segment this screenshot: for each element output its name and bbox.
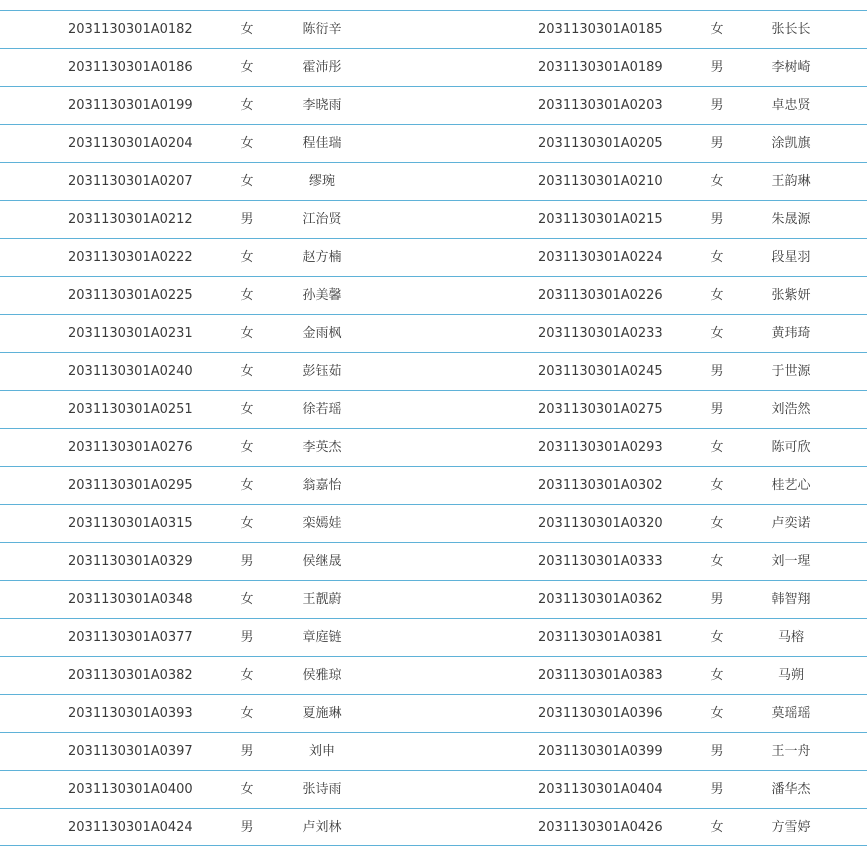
student-id-left: 2031130301A0348 [68,592,193,607]
gender-left: 男 [240,554,254,569]
table-row [0,276,867,314]
student-name-left: 张诗雨 [302,782,342,797]
table-row [0,352,867,390]
gender-left: 女 [240,592,254,607]
gender-right: 男 [710,212,724,227]
gender-right: 男 [710,402,724,417]
table-row [0,732,867,770]
student-name-right: 莫瑶瑶 [771,706,811,721]
student-id-right: 2031130301A0203 [538,98,663,113]
student-name-left: 翁嘉怡 [302,478,342,493]
gender-right: 男 [710,136,724,151]
student-id-left: 2031130301A0182 [68,22,193,37]
gender-left: 女 [240,668,254,683]
student-name-left: 金雨枫 [302,326,342,341]
student-id-right: 2031130301A0245 [538,364,663,379]
student-id-right: 2031130301A0293 [538,440,663,455]
student-name-right: 涂凯旗 [771,136,811,151]
gender-left: 男 [240,212,254,227]
student-name-right: 刘浩然 [771,402,811,417]
student-name-left: 缪琬 [308,174,335,189]
student-name-right: 王一舟 [771,744,811,759]
student-id-left: 2031130301A0400 [68,782,193,797]
student-id-right: 2031130301A0396 [538,706,663,721]
student-id-right: 2031130301A0383 [538,668,663,683]
student-name-left: 赵方楠 [302,250,342,265]
student-name-right: 潘华杰 [771,782,811,797]
gender-right: 女 [710,174,724,189]
student-id-left: 2031130301A0276 [68,440,193,455]
student-id-right: 2031130301A0189 [538,60,663,75]
student-id-left: 2031130301A0295 [68,478,193,493]
gender-left: 女 [240,440,254,455]
gender-right: 女 [710,668,724,683]
student-id-left: 2031130301A0225 [68,288,193,303]
gender-right: 女 [710,554,724,569]
student-name-left: 彭钰茹 [302,364,342,379]
student-name-right: 卓忠贤 [771,98,811,113]
gender-right: 男 [710,744,724,759]
student-name-right: 王韵琳 [771,174,811,189]
table-row [0,162,867,200]
student-id-right: 2031130301A0426 [538,820,663,835]
table-row [0,238,867,276]
gender-left: 女 [240,782,254,797]
student-id-left: 2031130301A0382 [68,668,193,683]
table-row [0,694,867,732]
gender-left: 女 [240,326,254,341]
student-id-right: 2031130301A0185 [538,22,663,37]
student-name-right: 张紫妍 [771,288,811,303]
student-id-left: 2031130301A0329 [68,554,193,569]
table-row [0,86,867,124]
gender-left: 男 [240,630,254,645]
student-name-right: 黄玮琦 [771,326,811,341]
student-id-left: 2031130301A0315 [68,516,193,531]
gender-right: 女 [710,516,724,531]
student-name-right: 桂艺心 [771,478,811,493]
student-id-left: 2031130301A0251 [68,402,193,417]
student-name-right: 于世源 [771,364,811,379]
student-name-left: 刘申 [308,744,335,759]
gender-right: 男 [710,364,724,379]
student-id-left: 2031130301A0397 [68,744,193,759]
table-row [0,48,867,86]
student-name-left: 孙美馨 [302,288,342,303]
student-name-left: 侯继晟 [302,554,342,569]
gender-left: 女 [240,364,254,379]
gender-left: 女 [240,136,254,151]
student-name-right: 马榕 [777,630,804,645]
student-id-right: 2031130301A0215 [538,212,663,227]
student-id-left: 2031130301A0207 [68,174,193,189]
gender-left: 女 [240,478,254,493]
student-name-left: 夏施琳 [302,706,342,721]
student-id-right: 2031130301A0275 [538,402,663,417]
roster-table [0,10,867,846]
gender-left: 女 [240,706,254,721]
gender-right: 男 [710,782,724,797]
gender-right: 男 [710,592,724,607]
student-name-left: 章庭链 [302,630,342,645]
student-id-left: 2031130301A0240 [68,364,193,379]
gender-right: 女 [710,22,724,37]
student-id-left: 2031130301A0377 [68,630,193,645]
table-row [0,124,867,162]
gender-left: 男 [240,744,254,759]
student-id-left: 2031130301A0231 [68,326,193,341]
student-id-left: 2031130301A0204 [68,136,193,151]
gender-left: 女 [240,174,254,189]
student-name-right: 张长长 [771,22,811,37]
student-name-right: 方雪婷 [771,820,811,835]
gender-right: 女 [710,326,724,341]
student-id-right: 2031130301A0226 [538,288,663,303]
student-name-left: 陈衍辛 [302,22,342,37]
table-row [0,200,867,238]
student-id-left: 2031130301A0199 [68,98,193,113]
student-name-right: 韩智翔 [771,592,811,607]
gender-left: 女 [240,288,254,303]
gender-right: 女 [710,478,724,493]
student-name-right: 陈可欣 [771,440,811,455]
student-name-left: 李英杰 [302,440,342,455]
gender-right: 女 [710,288,724,303]
gender-right: 男 [710,60,724,75]
student-id-right: 2031130301A0381 [538,630,663,645]
gender-left: 女 [240,516,254,531]
table-row [0,808,867,846]
gender-left: 女 [240,250,254,265]
student-name-left: 栾嫣娃 [302,516,342,531]
student-id-left: 2031130301A0186 [68,60,193,75]
student-id-right: 2031130301A0362 [538,592,663,607]
student-name-left: 徐若瑶 [302,402,342,417]
student-id-left: 2031130301A0393 [68,706,193,721]
table-row [0,542,867,580]
student-name-right: 李树崎 [771,60,811,75]
table-row [0,390,867,428]
table-row [0,10,867,48]
table-row [0,466,867,504]
table-row [0,618,867,656]
student-id-left: 2031130301A0222 [68,250,193,265]
student-id-right: 2031130301A0320 [538,516,663,531]
student-name-left: 江治贤 [302,212,342,227]
student-name-left: 侯雅琼 [302,668,342,683]
student-id-right: 2031130301A0224 [538,250,663,265]
student-name-right: 朱晟源 [771,212,811,227]
gender-right: 女 [710,250,724,265]
student-name-right: 段星羽 [771,250,811,265]
gender-right: 女 [710,630,724,645]
table-row [0,580,867,618]
student-id-right: 2031130301A0399 [538,744,663,759]
table-row [0,770,867,808]
student-id-left: 2031130301A0424 [68,820,193,835]
student-name-right: 刘一瑆 [771,554,811,569]
student-id-right: 2031130301A0302 [538,478,663,493]
student-name-left: 程佳瑞 [302,136,342,151]
student-name-left: 李晓雨 [302,98,342,113]
student-name-right: 卢奕诺 [771,516,811,531]
student-name-left: 卢刘林 [302,820,342,835]
student-id-right: 2031130301A0233 [538,326,663,341]
student-name-left: 王靓蔚 [302,592,342,607]
student-id-right: 2031130301A0205 [538,136,663,151]
table-row [0,504,867,542]
gender-left: 女 [240,402,254,417]
student-name-left: 霍沛彤 [302,60,342,75]
table-row [0,656,867,694]
gender-left: 女 [240,22,254,37]
student-id-left: 2031130301A0212 [68,212,193,227]
gender-right: 女 [710,820,724,835]
gender-right: 女 [710,440,724,455]
table-row [0,314,867,352]
gender-right: 女 [710,706,724,721]
gender-left: 女 [240,98,254,113]
student-name-right: 马朔 [777,668,804,683]
student-id-right: 2031130301A0333 [538,554,663,569]
gender-left: 女 [240,60,254,75]
table-row [0,428,867,466]
student-id-right: 2031130301A0210 [538,174,663,189]
gender-right: 男 [710,98,724,113]
student-id-right: 2031130301A0404 [538,782,663,797]
gender-left: 男 [240,820,254,835]
